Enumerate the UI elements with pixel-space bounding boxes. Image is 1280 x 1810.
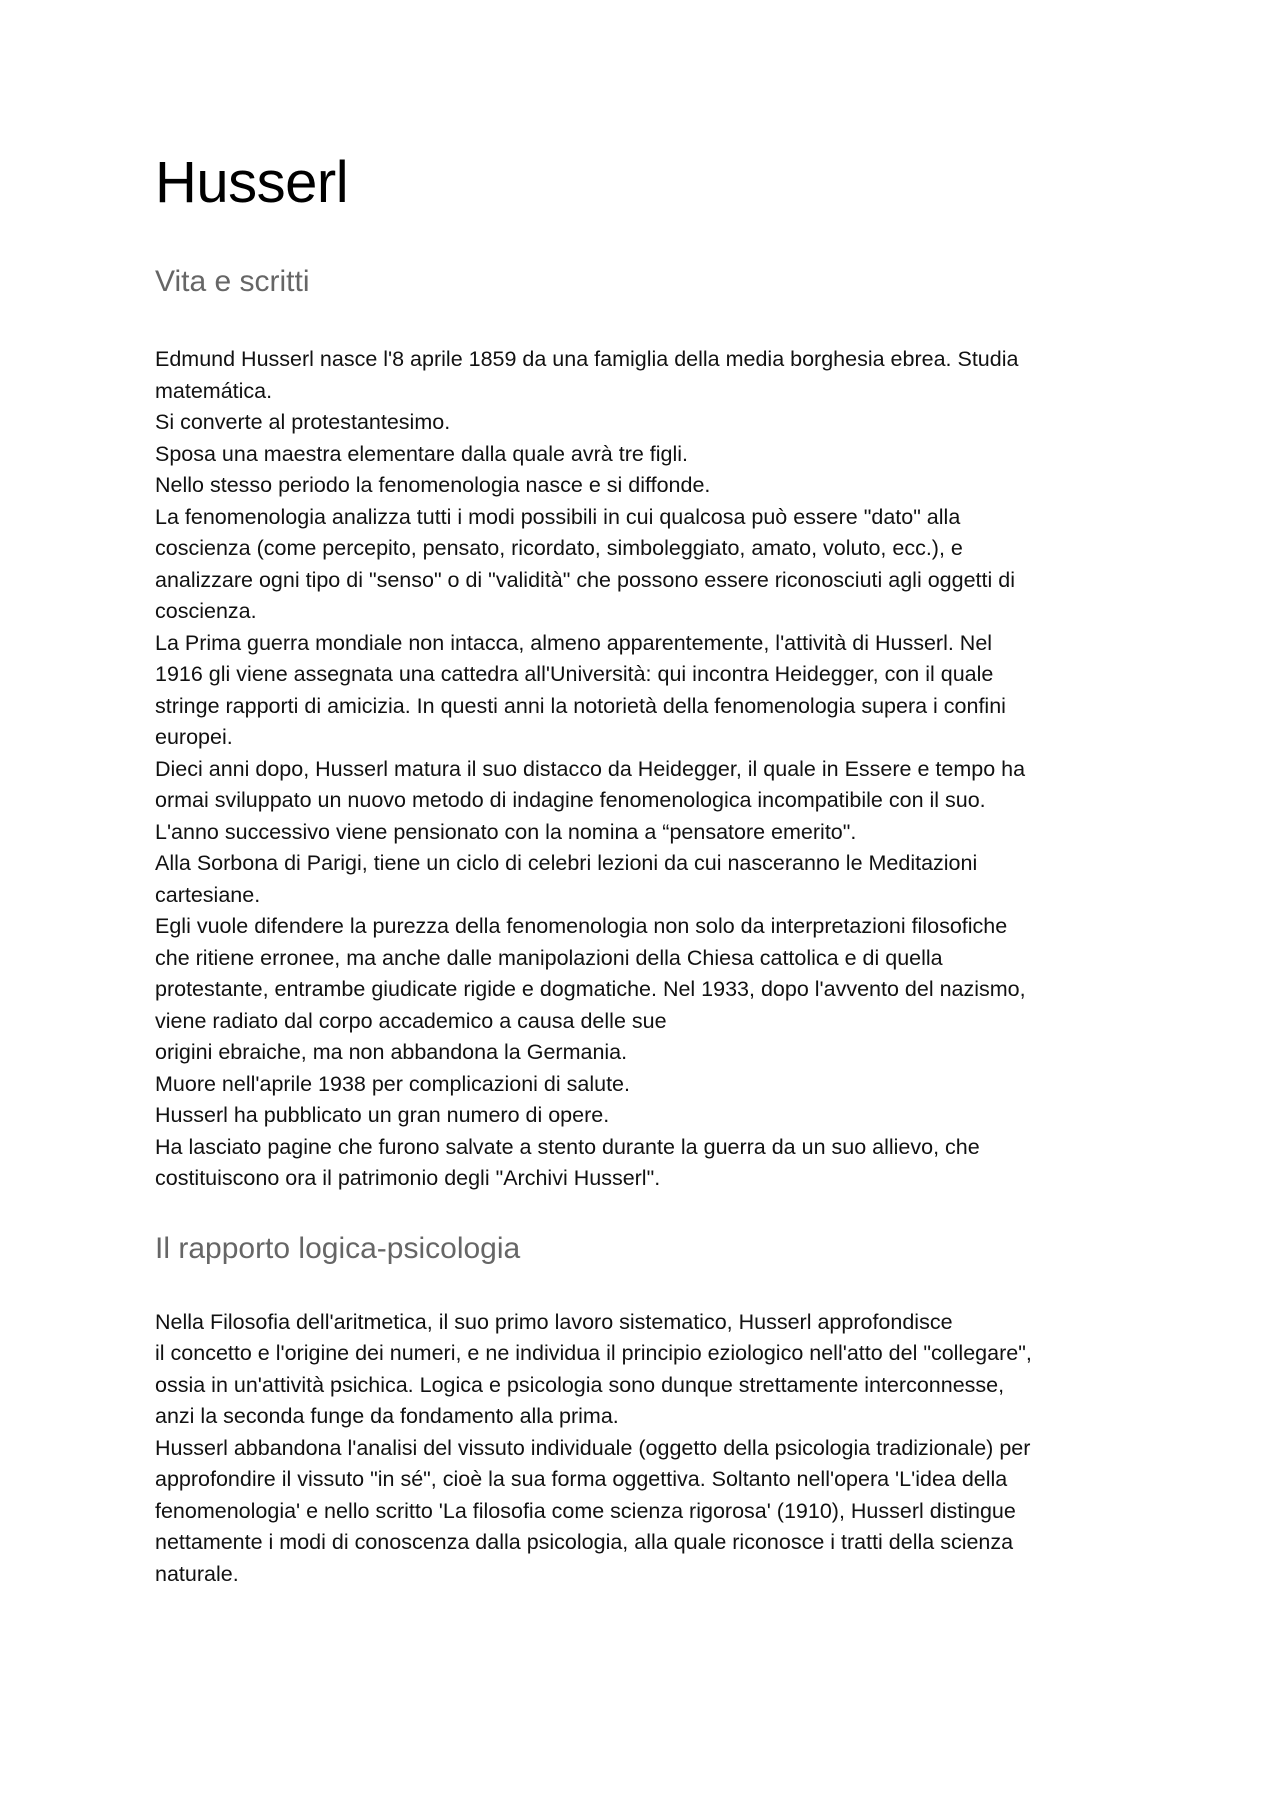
- paragraph: La Prima guerra mondiale non intacca, almeno apparentemente, l'attività di Husserl. Nel 1916 gli viene assegnata una cattedra all'Università: qui incontra Heidegger, con il quale stringe rapporti di amicizia. In questi anni la notorietà della fenomenologia supera i confini europei.: [155, 630, 1006, 749]
- paragraph: il concetto e l'origine dei numeri, e ne individua il principio eziologico nell'atto del "collegare", ossia in un'attività psichica. Logica e psicologia sono dunque strettamente interconnesse, anzi la seconda funge da fondamento alla prima.: [155, 1341, 1032, 1428]
- section-heading-vita-e-scritti: Vita e scritti: [155, 265, 310, 298]
- section-body-rapporto-logica-psicologia: [155, 1307, 1135, 1591]
- paragraph: L'anno successivo viene pensionato con la nomina a “pensatore emerito".: [155, 819, 857, 844]
- document-page: [155, 148, 1135, 1590]
- section-body-vita-e-scritti: [155, 344, 1135, 1195]
- section-heading-rapporto-logica-psicologia: Il rapporto logica-psicologia: [155, 1231, 521, 1265]
- paragraph: Nello stesso periodo la fenomenologia nasce e si diffonde.: [155, 473, 711, 497]
- paragraph: Muore nell'aprile 1938 per complicazioni di salute.: [155, 1071, 630, 1096]
- paragraph: Ha lasciato pagine che furono salvate a stento durante la guerra da un suo allievo, che costituiscono ora il patrimonio degli "Archivi Husserl".: [155, 1134, 980, 1190]
- paragraph: Husserl ha pubblicato un gran numero di opere.: [155, 1103, 610, 1127]
- paragraph: La fenomenologia analizza tutti i modi possibili in cui qualcosa può essere "dato" alla coscienza (come percepito, pensato, ricordato, simboleggiato, amato, voluto, ecc.), e analizzare ogni tipo di "senso" o di "validità" che possono essere riconosciuti agli oggetti di coscienza.: [155, 504, 1015, 623]
- paragraph: Sposa una maestra elementare dalla quale avrà tre figli.: [155, 441, 689, 466]
- paragraph: Si converte al protestantesimo.: [155, 410, 451, 434]
- paragraph: Husserl abbandona l'analisi del vissuto individuale (oggetto della psicologia tradizionale) per approfondire il vissuto "in sé", cioè la sua forma oggettiva. Soltanto nell'opera 'L'idea della fenomenologia' e nello scritto 'La filosofia come scienza rigorosa' (1910), Husserl distingue nettamente i modi di conoscenza dalla psicologia, alla quale riconosce i tratti della scienza naturale.: [155, 1435, 1031, 1586]
- paragraph: Alla Sorbona di Parigi, tiene un ciclo di celebri lezioni da cui nasceranno le Meditazioni cartesiane.: [155, 851, 978, 907]
- paragraph: Dieci anni dopo, Husserl matura il suo distacco da Heidegger, il quale in Essere e tempo ha ormai sviluppato un nuovo metodo di indagine fenomenologica incompatibile con il suo.: [155, 756, 1026, 812]
- paragraph: origini ebraiche, ma non abbandona la Germania.: [155, 1040, 628, 1064]
- paragraph: Edmund Husserl nasce l'8 aprile 1859 da una famiglia della media borghesia ebrea. Studia matemática.: [155, 347, 1019, 403]
- paragraph: Egli vuole difendere la purezza della fenomenologia non solo da interpretazioni filosofiche che ritiene erronee, ma anche dalle manipolazioni della Chiesa cattolica e di quella protestante, entrambe giudicate rigide e dogmatiche. Nel 1933, dopo l'avvento del nazismo, viene radiato dal corpo accademico a causa delle sue: [155, 914, 1026, 1033]
- document-title: Husserl: [155, 150, 349, 215]
- paragraph: Nella Filosofia dell'aritmetica, il suo primo lavoro sistematico, Husserl approfondisce: [155, 1309, 953, 1334]
